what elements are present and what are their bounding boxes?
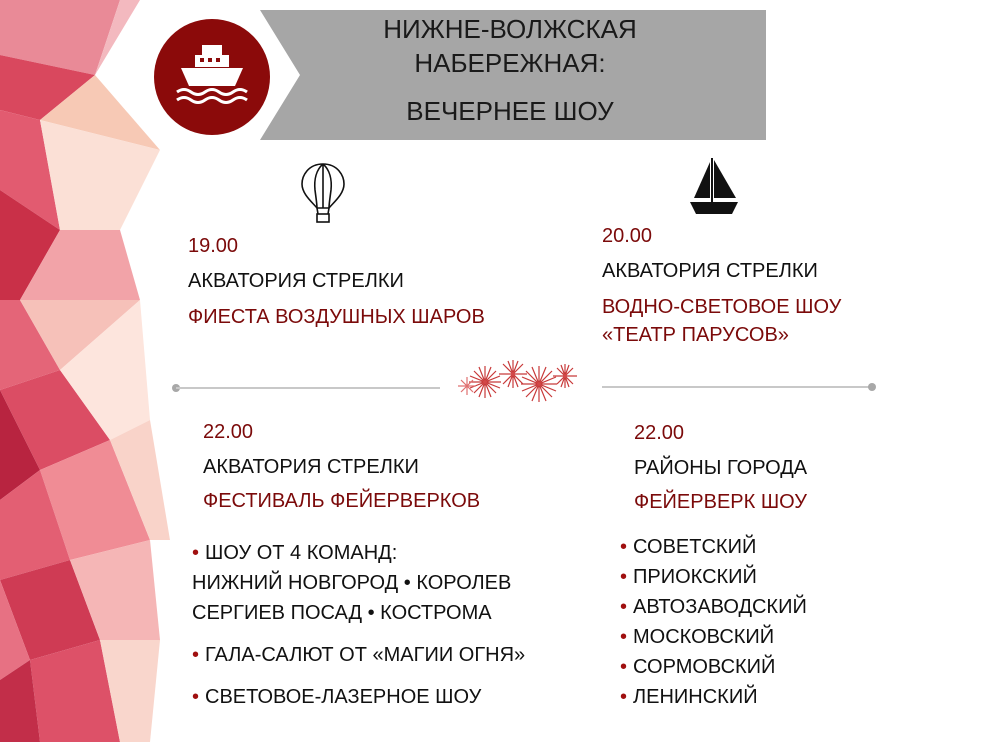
event3-bullet-list xyxy=(192,538,525,712)
event3-bullet1-line3: СЕРГИЕВ ПОСАД • КОСТРОМА xyxy=(192,602,492,624)
list-item xyxy=(192,538,525,568)
bullet-icon: • xyxy=(620,626,628,648)
title-line-2: НАБЕРЕЖНАЯ: xyxy=(414,48,606,78)
event4-place: РАЙОНЫ ГОРОДА xyxy=(634,457,808,479)
list-item xyxy=(620,622,807,652)
event3-time: 22.00 xyxy=(203,421,254,443)
event1-place: АКВАТОРИЯ СТРЕЛКИ xyxy=(188,270,404,292)
event3-bullet2: ГАЛА-САЛЮТ ОТ «МАГИИ ОГНЯ» xyxy=(205,644,526,666)
title-line-3: ВЕЧЕРНЕЕ ШОУ xyxy=(406,96,614,126)
divider-left xyxy=(176,387,440,389)
event3-title: ФЕСТИВАЛЬ ФЕЙЕРВЕРКОВ xyxy=(203,490,481,512)
event4-time: 22.00 xyxy=(634,422,685,444)
district-5: СОРМОВСКИЙ xyxy=(633,656,776,678)
hot-air-balloon-icon xyxy=(300,162,346,224)
event2-title-line2: «ТЕАТР ПАРУСОВ» xyxy=(602,324,789,346)
list-item xyxy=(620,682,807,712)
bullet-icon: • xyxy=(620,656,628,678)
sailboat-icon xyxy=(688,158,740,216)
district-2: ПРИОКСКИЙ xyxy=(633,566,757,588)
district-4: МОСКОВСКИЙ xyxy=(633,626,775,648)
event1-title: ФИЕСТА ВОЗДУШНЫХ ШАРОВ xyxy=(188,306,485,328)
bullet-icon: • xyxy=(192,542,200,564)
district-1: СОВЕТСКИЙ xyxy=(633,536,757,558)
event2-place: АКВАТОРИЯ СТРЕЛКИ xyxy=(602,260,818,282)
list-item xyxy=(620,592,807,622)
list-item xyxy=(620,532,807,562)
bullet-icon: • xyxy=(192,644,200,666)
event4-title: ФЕЙЕРВЕРК ШОУ xyxy=(634,491,807,513)
bullet-icon: • xyxy=(620,686,628,708)
event3-bullet3: СВЕТОВОЕ-ЛАЗЕРНОЕ ШОУ xyxy=(205,686,482,708)
ship-emblem xyxy=(145,10,279,144)
event2-title xyxy=(602,293,841,349)
divider-right xyxy=(602,386,872,388)
list-item xyxy=(192,682,525,712)
divider-right-dot xyxy=(868,383,876,391)
bullet-icon: • xyxy=(192,686,200,708)
fireworks-icon xyxy=(455,352,583,410)
page-title xyxy=(310,12,710,128)
event3-place: АКВАТОРИЯ СТРЕЛКИ xyxy=(203,456,419,478)
list-item xyxy=(620,562,807,592)
event3-bullet1-line1: ШОУ ОТ 4 КОМАНД: xyxy=(205,542,398,564)
district-6: ЛЕНИНСКИЙ xyxy=(633,686,758,708)
event1-time: 19.00 xyxy=(188,235,239,257)
event2-time: 20.00 xyxy=(602,225,653,247)
event3-bullet1-line2: НИЖНИЙ НОВГОРОД • КОРОЛЕВ xyxy=(192,572,512,594)
event4-district-list xyxy=(620,532,807,712)
bullet-icon: • xyxy=(620,566,628,588)
title-line-1: НИЖНЕ-ВОЛЖСКАЯ xyxy=(383,14,637,44)
list-item xyxy=(620,652,807,682)
district-3: АВТОЗАВОДСКИЙ xyxy=(633,596,807,618)
bullet-icon: • xyxy=(620,536,628,558)
bullet-icon: • xyxy=(620,596,628,618)
list-item xyxy=(192,640,525,670)
event2-title-line1: ВОДНО-СВЕТОВОЕ ШОУ xyxy=(602,296,842,318)
